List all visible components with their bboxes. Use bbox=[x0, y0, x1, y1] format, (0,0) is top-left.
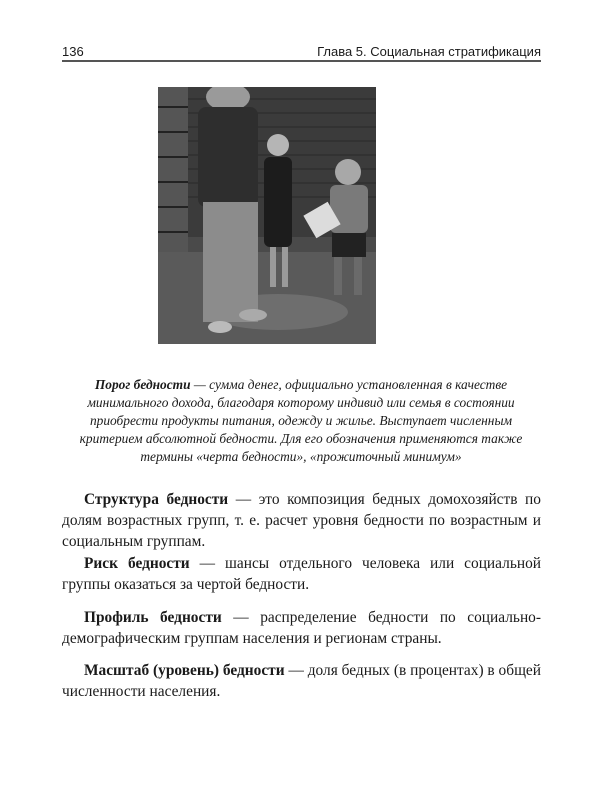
definition-box bbox=[62, 376, 540, 466]
term: Профиль бедности bbox=[84, 609, 222, 626]
term: Масштаб (уровень) бедности bbox=[84, 662, 285, 679]
paragraph-poverty-structure bbox=[62, 489, 541, 552]
chapter-title: Глава 5. Социальная стратификация bbox=[317, 44, 541, 59]
text: — шансы отдельного человека или социальной группы оказаться за чертой бедности. bbox=[62, 555, 542, 593]
paragraph-poverty-risk bbox=[62, 553, 541, 595]
definition-text: — сумма денег, официально установленная в качестве минимального дохода, благодаря которому индивид или семья в состоянии приобрести продукты питания, одежду и жилье. Выступает численным критерием абсолютной бедности. Для его обозначения применяются также термины «черта бедности», «прожиточный минимум» bbox=[79, 377, 523, 464]
page-number: 136 bbox=[62, 44, 84, 59]
term: Риск бедности bbox=[84, 555, 190, 572]
text: — это композиция бедных домохозяйств по долям возрастных групп, т. е. расчет уровня бедности по возрастным и социальным группам. bbox=[62, 491, 541, 550]
photo-illustration bbox=[158, 87, 376, 344]
running-header bbox=[62, 42, 541, 62]
text: — доля бедных (в процентах) в общей численности населения. bbox=[62, 662, 541, 700]
definition-term: Порог бедности bbox=[94, 377, 191, 392]
term: Структура бедности bbox=[84, 491, 229, 508]
paragraph-poverty-profile bbox=[62, 607, 541, 649]
text: — распределение бедности по социально-демографическим группам населения и регионам страны. bbox=[62, 609, 541, 647]
photo bbox=[158, 87, 376, 344]
paragraph-poverty-scale bbox=[62, 660, 541, 702]
